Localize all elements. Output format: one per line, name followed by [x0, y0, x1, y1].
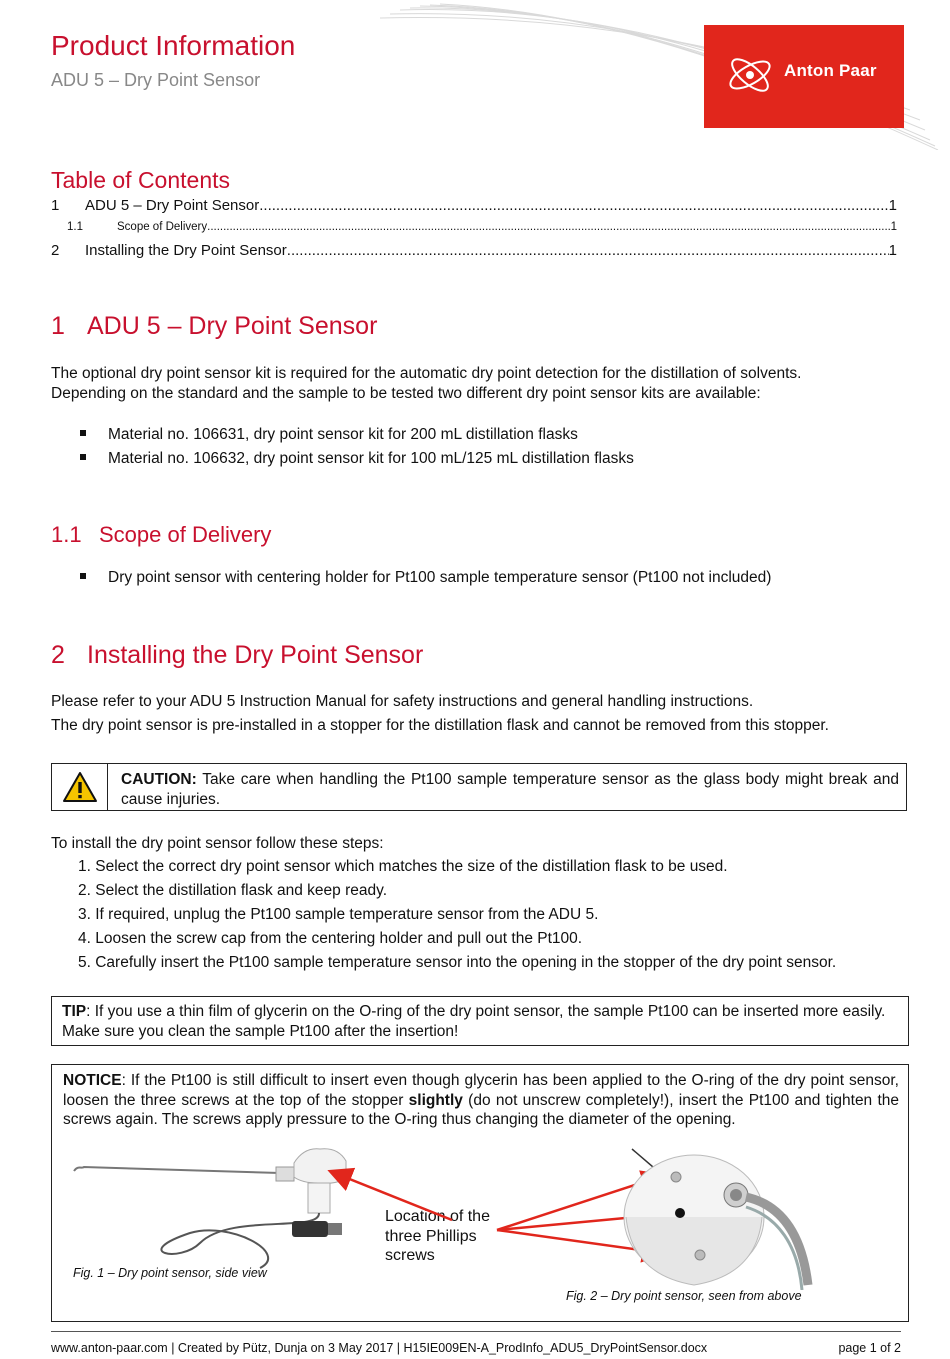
bullet-square-icon [80, 430, 86, 436]
toc-dots [287, 242, 889, 259]
footer-page-number: page 1 of 2 [838, 1341, 901, 1355]
toc-dots [259, 197, 888, 214]
list-item [80, 426, 578, 444]
steps-intro: To install the dry point sensor follow these steps: [51, 835, 384, 852]
section-2-paragraph: Please refer to your ADU 5 Instruction Manual for safety instructions and general handling instructions. [51, 693, 754, 710]
caution-icon-cell [52, 764, 108, 810]
toc-entry-page: 1 [888, 197, 897, 214]
toc-dots [207, 221, 890, 233]
section-1-heading [51, 312, 377, 341]
section-2-heading [51, 641, 423, 670]
paragraph-line: Depending on the standard and the sample to be tested two different dry point sensor kits are available: [51, 384, 761, 402]
caution-text [121, 770, 899, 809]
toc-entry-label: Installing the Dry Point Sensor [85, 242, 287, 259]
page-subtitle: ADU 5 – Dry Point Sensor [51, 70, 261, 90]
figure-1-caption: Fig. 1 – Dry point sensor, side view [73, 1266, 267, 1280]
warning-triangle-icon [62, 771, 98, 803]
step-item: 1. Select the correct dry point sensor which matches the size of the distillation flask to be used. [78, 858, 728, 875]
toc-entry[interactable] [51, 242, 897, 259]
section-number: 2 [51, 641, 65, 669]
toc-title: Table of Contents [51, 167, 231, 193]
section-2-paragraph: The dry point sensor is pre-installed in a stopper for the distillation flask and cannot be removed from this stopper. [51, 717, 829, 734]
tip-label: TIP [62, 1003, 87, 1020]
section-title: Installing the Dry Point Sensor [87, 641, 424, 669]
page-title: Product Information [51, 30, 296, 61]
bullet-square-icon [80, 573, 86, 579]
step-item: 3. If required, unplug the Pt100 sample temperature sensor from the ADU 5. [78, 906, 599, 923]
tip-box [51, 996, 909, 1046]
notice-message-part: : If the Pt100 is still difficult to insert even though glycerin has been applied to the O-ring of the dry point sensor, loosen the three screws at the top of the stopper [63, 1072, 899, 1109]
anton-paar-logo [704, 25, 904, 128]
section-number: 1.1 [51, 522, 82, 547]
toc-entry-number: 1 [51, 197, 60, 214]
caution-message: Take care when handling the Pt100 sample temperature sensor as the glass body might break and cause injuries. [121, 771, 899, 808]
list-item [80, 450, 634, 468]
notice-message-part: (do not unscrew completely!), insert the Pt100 and tighten the screws again. The screws apply pressure to the O-ring thus changing the diameter of the opening. [63, 1091, 899, 1128]
logo-text: Anton Paar [784, 61, 877, 80]
tip-message: : If you use a thin film of glycerin on the O-ring of the dry point sensor, the sample Pt100 can be inserted more easily. Make sure you clean the sample Pt100 after the insertion! [62, 1003, 886, 1040]
list-item-text: Material no. 106631, dry point sensor kit for 200 mL distillation flasks [108, 426, 578, 443]
notice-text [63, 1071, 899, 1130]
section-title: ADU 5 – Dry Point Sensor [87, 312, 378, 340]
paragraph-line: The optional dry point sensor kit is required for the automatic dry point detection for the distillation of solvents. [51, 365, 802, 382]
toc-entry-number: 1.1 [67, 221, 83, 233]
section-1-paragraph [51, 364, 907, 403]
step-item: 4. Loosen the screw cap from the centering holder and pull out the Pt100. [78, 930, 583, 947]
footer-divider [51, 1331, 901, 1332]
step-item: 2. Select the distillation flask and keep ready. [78, 882, 388, 899]
arrow-to-fig1 [332, 1172, 452, 1220]
notice-label: NOTICE [63, 1072, 122, 1089]
list-item-text: Dry point sensor with centering holder for Pt100 sample temperature sensor (Pt100 not included) [108, 569, 772, 586]
toc-entry-label: ADU 5 – Dry Point Sensor [85, 197, 260, 214]
caution-box [51, 763, 907, 811]
callout-line: screws [385, 1247, 435, 1264]
footer-document-info: www.anton-paar.com | Created by Pütz, Dunja on 3 May 2017 | H15IE009EN-A_ProdInfo_ADU5_DryPointSensor.docx [51, 1341, 708, 1355]
figure-2-top-view-image [612, 1145, 842, 1290]
logo-atom-icon [724, 49, 776, 101]
toc-entry-number: 2 [51, 242, 60, 259]
list-item-text: Material no. 106632, dry point sensor kit for 100 mL/125 mL distillation flasks [108, 450, 634, 467]
step-item: 5. Carefully insert the Pt100 sample temperature sensor into the opening in the stopper of the dry point sensor. [78, 954, 837, 971]
section-number: 1 [51, 312, 65, 340]
toc-entry-page: 1 [888, 242, 897, 259]
section-title: Scope of Delivery [99, 522, 272, 547]
toc-entry[interactable] [51, 197, 897, 214]
list-item [80, 569, 771, 587]
caution-label: CAUTION: [121, 771, 197, 788]
bullet-square-icon [80, 454, 86, 460]
notice-emphasis: slightly [408, 1091, 463, 1109]
section-1-1-heading [51, 522, 271, 548]
notice-box [51, 1064, 909, 1322]
callout-line: three Phillips [385, 1227, 477, 1245]
toc-entry-page: 1 [890, 221, 897, 233]
toc-entry-label: Scope of Delivery [117, 221, 208, 233]
toc-entry[interactable] [67, 221, 897, 233]
figure-2-caption: Fig. 2 – Dry point sensor, seen from above [566, 1289, 802, 1303]
callout-line: Location of the [385, 1208, 490, 1225]
